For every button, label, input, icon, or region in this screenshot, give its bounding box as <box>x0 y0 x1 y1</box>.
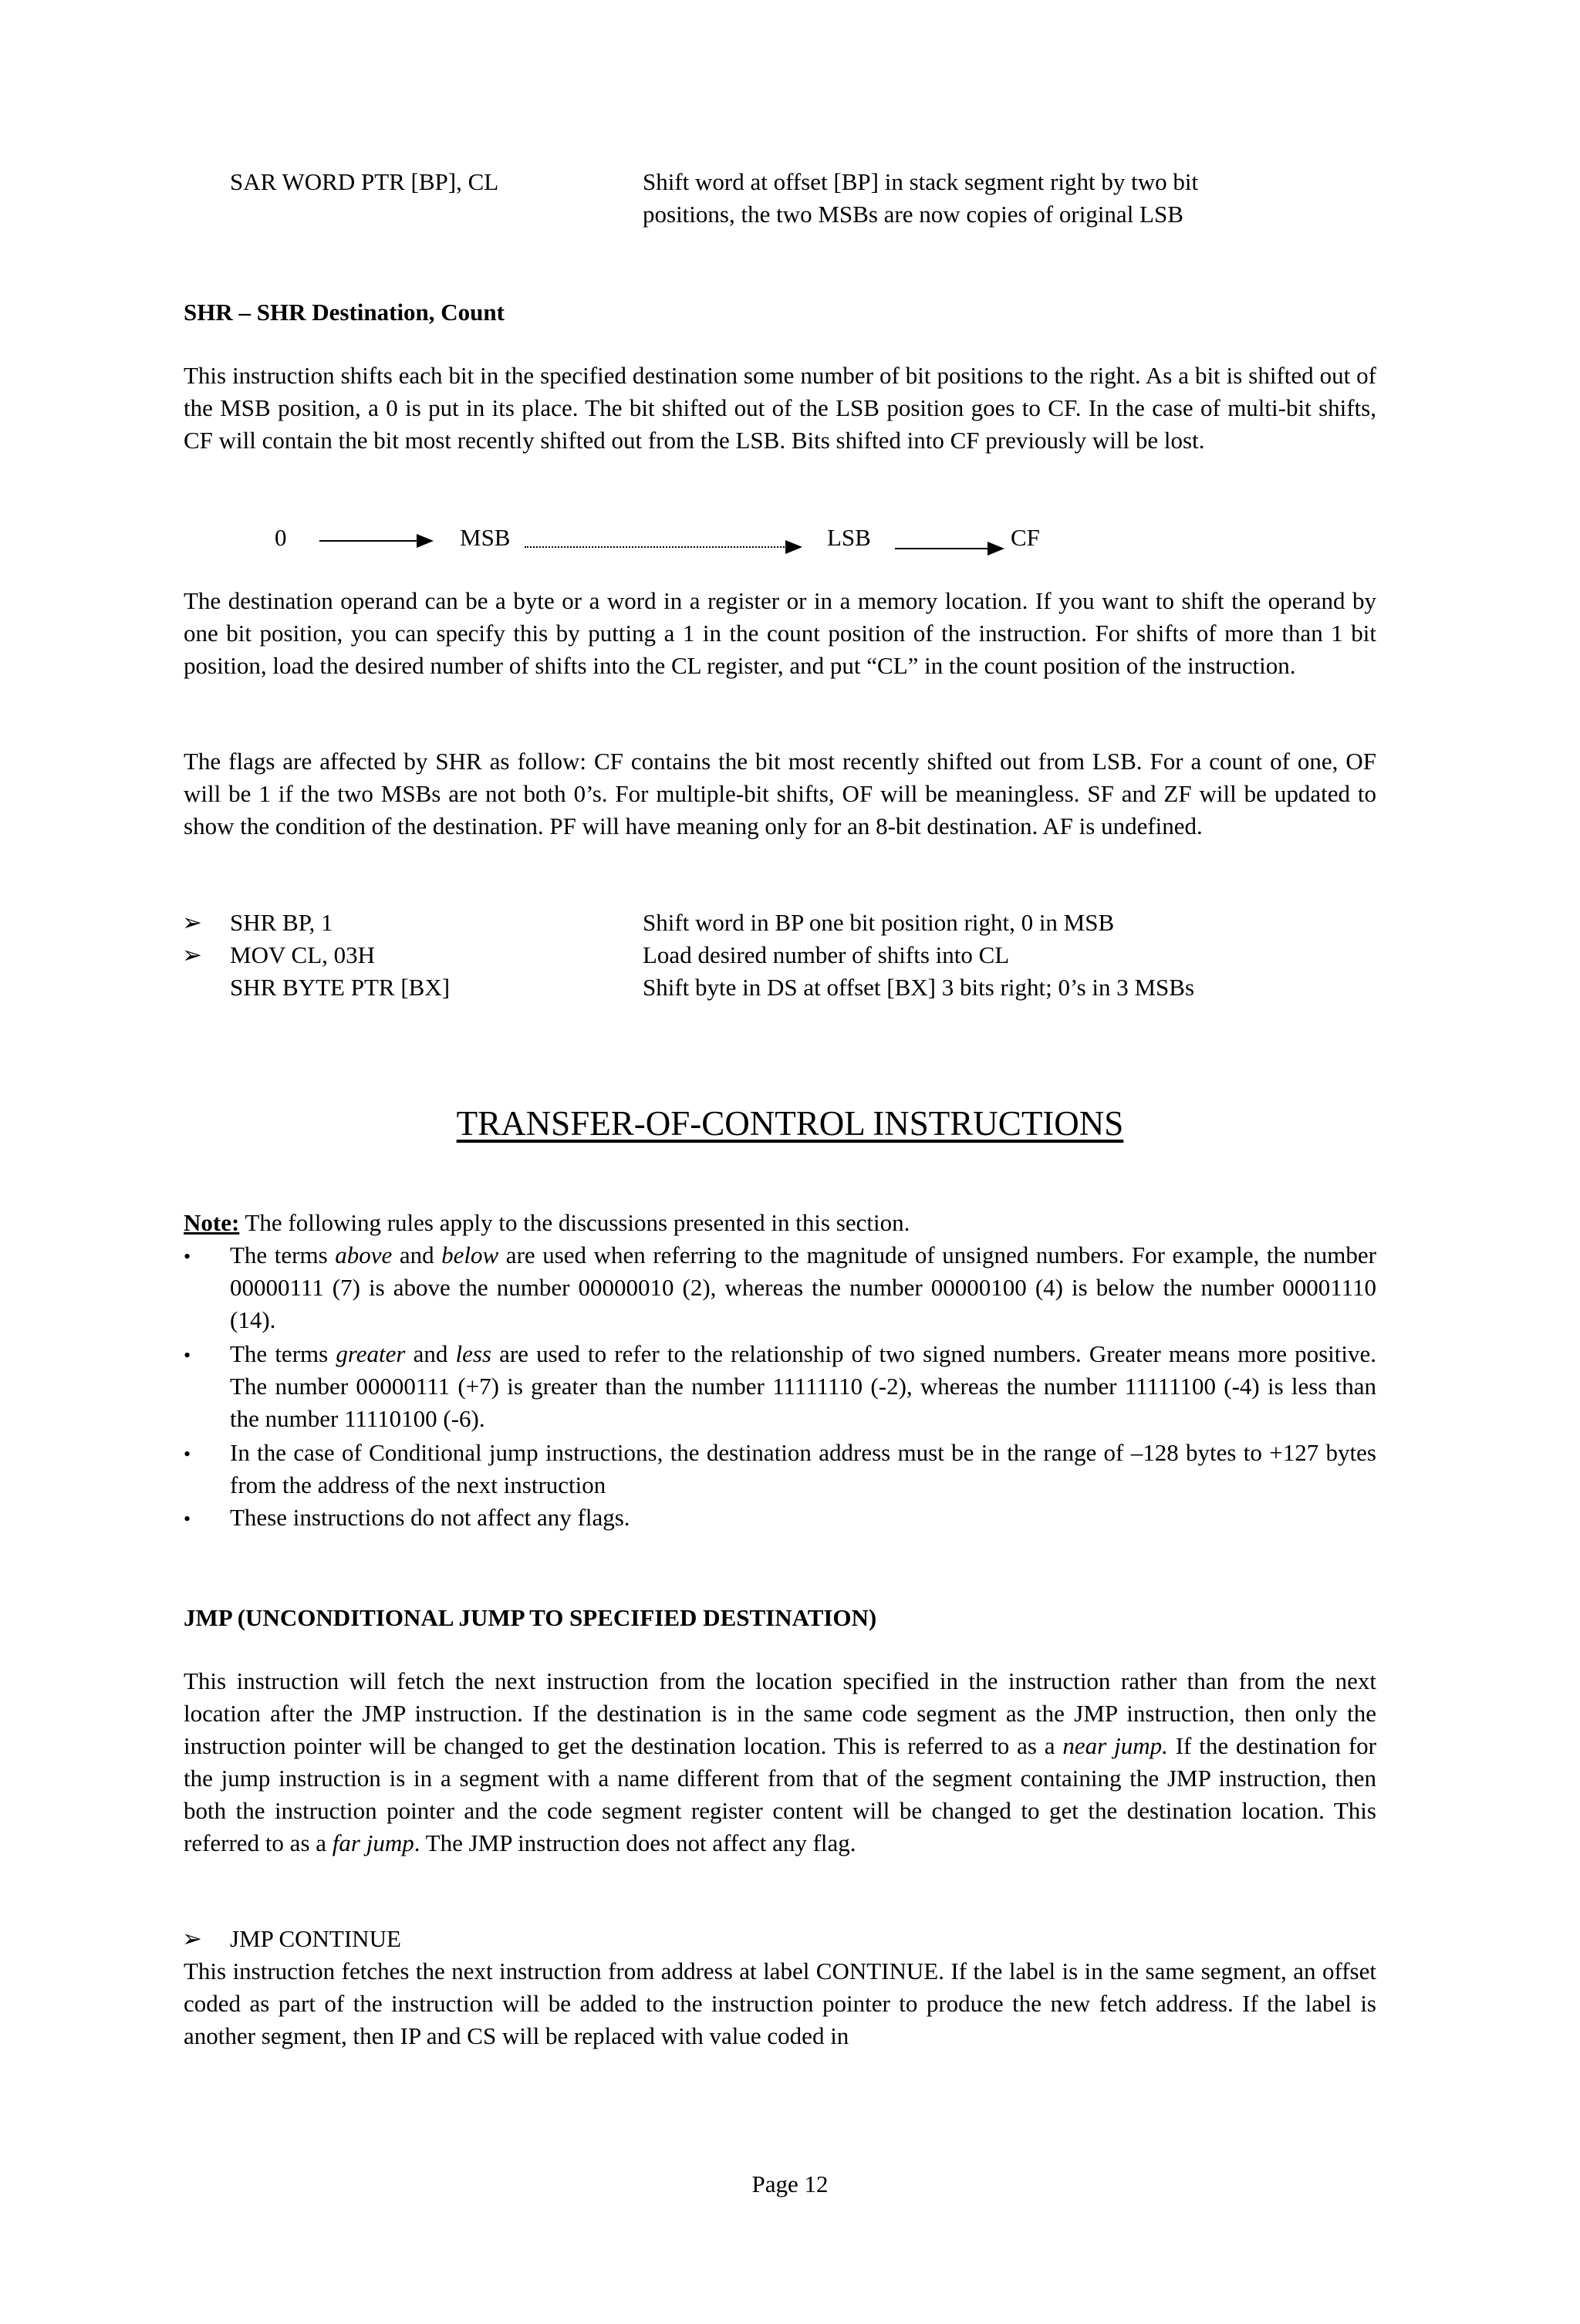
diagram-cf: CF <box>1011 524 1040 551</box>
section-title: TRANSFER-OF-CONTROL INSTRUCTIONS <box>456 1104 1124 1143</box>
jmp-example-arrow-icon: ➢ <box>182 1925 202 1952</box>
example-code: SHR BYTE PTR [BX] <box>230 974 451 1001</box>
note-label: Note: <box>184 1209 240 1236</box>
jmp-paragraph: This instruction will fetch the next instruction from the location specified in the instruction rather than from the next location after the JMP instruction. If the destination is in the same code segment as the JMP instruction, then only the instruction pointer will be changed to get the destination location. This is referred to as a near jump. If the destination for the jump instruction is in a segment with a name different from that of the segment containing the JMP instruction, then both the instruction pointer and the code segment register content will be changed to get the destination location. This referred to as a far jump. The JMP instruction does not affect any flag. <box>184 1667 1376 1856</box>
bullet-above-below: The terms above and below are used when referring to the magnitude of unsigned numbers. For example, the number 00000111 (7) is above the number 00000010 (2), whereas the number 00000100 (4) is below the number 00001110 (14). <box>230 1241 1376 1333</box>
bullet-dot-icon: • <box>184 1245 191 1268</box>
sar-description-line2: positions, the two MSBs are now copies of original LSB <box>643 201 1183 228</box>
diagram-arrowhead-2 <box>785 540 802 554</box>
example-arrow-icon: ➢ <box>182 941 202 968</box>
shr-paragraph-1: This instruction shifts each bit in the specified destination some number of bit positions to the right. As a bit is shifted out of the MSB position, a 0 is put in its place. The bit shifted out of the LSB position goes to CF. In the case of multi-bit shifts, CF will contain the bit most recently shifted out from the LSB. Bits shifted into CF previously will be lost. <box>184 362 1376 454</box>
bullet-dot-icon: • <box>184 1508 191 1530</box>
example-description: Load desired number of shifts into CL <box>643 941 1010 968</box>
diagram-lsb: LSB <box>827 524 871 551</box>
bullet-conditional-range: In the case of Conditional jump instructions, the destination address must be in the range of –128 bytes to +127 bytes from the address of the next instruction <box>230 1439 1376 1498</box>
bullet-dot-icon: • <box>184 1344 191 1366</box>
sar-instruction: SAR WORD PTR [BP], CL <box>230 168 499 195</box>
bullet-greater-less: The terms greater and less are used to refer to the relationship of two signed numbers. Greater means more positive. The number 00000111 (+7) is greater than the number 11111110 (-2), whereas the number 11111100 (-4) is less than the number 11110100 (-6). <box>230 1340 1376 1432</box>
page-number: Page 12 <box>751 2170 829 2197</box>
shr-paragraph-3: The flags are affected by SHR as follow: CF contains the bit most recently shifted out from LSB. For a count of one, OF will be 1 if the two MSBs are not both 0’s. For multiple-bit shifts, OF will be meaningless. SF and ZF will be updated to show the condition of the destination. PF will have meaning only for an 8-bit destination. AF is undefined. <box>184 748 1376 839</box>
note-line <box>184 1207 910 1239</box>
bullet-no-flags: These instructions do not affect any flags. <box>230 1504 630 1531</box>
example-code: MOV CL, 03H <box>230 941 376 968</box>
note-text: The following rules apply to the discussions presented in this section. <box>239 1209 910 1236</box>
diagram-arrow-1 <box>319 540 418 542</box>
sar-description-line1: Shift word at offset [BP] in stack segment right by two bit <box>643 168 1199 195</box>
example-description: Shift byte in DS at offset [BX] 3 bits right; 0’s in 3 MSBs <box>643 974 1195 1001</box>
diagram-arrow-3 <box>895 548 989 549</box>
example-arrow-icon: ➢ <box>182 909 202 936</box>
example-code: SHR BP, 1 <box>230 909 333 936</box>
shr-paragraph-2: The destination operand can be a byte or a word in a register or in a memory location. If you want to shift the operand by one bit position, you can specify this by putting a 1 in the count position of the instruction. For shifts of more than 1 bit position, load the desired number of shifts into the CL register, and put “CL” in the count position of the instruction. <box>184 587 1376 679</box>
diagram-zero: 0 <box>275 524 287 551</box>
example-description: Shift word in BP one bit position right, 0 in MSB <box>643 909 1115 936</box>
shr-heading: SHR – SHR Destination, Count <box>184 299 505 326</box>
diagram-arrowhead-3 <box>988 542 1004 556</box>
bullet-dot-icon: • <box>184 1443 191 1465</box>
jmp-example-code: JMP CONTINUE <box>230 1925 401 1952</box>
jmp-heading: JMP (UNCONDITIONAL JUMP TO SPECIFIED DESTINATION) <box>184 1604 877 1631</box>
diagram-msb: MSB <box>460 524 511 551</box>
diagram-arrowhead-1 <box>417 534 434 548</box>
diagram-dotted-arrow <box>525 546 787 548</box>
jmp-example-description: This instruction fetches the next instruction from address at label CONTINUE. If the label is in the same segment, an offset coded as part of the instruction will be added to the instruction pointer to produce the new fetch address. If the label is another segment, then IP and CS will be replaced with value coded in <box>184 1957 1376 2049</box>
